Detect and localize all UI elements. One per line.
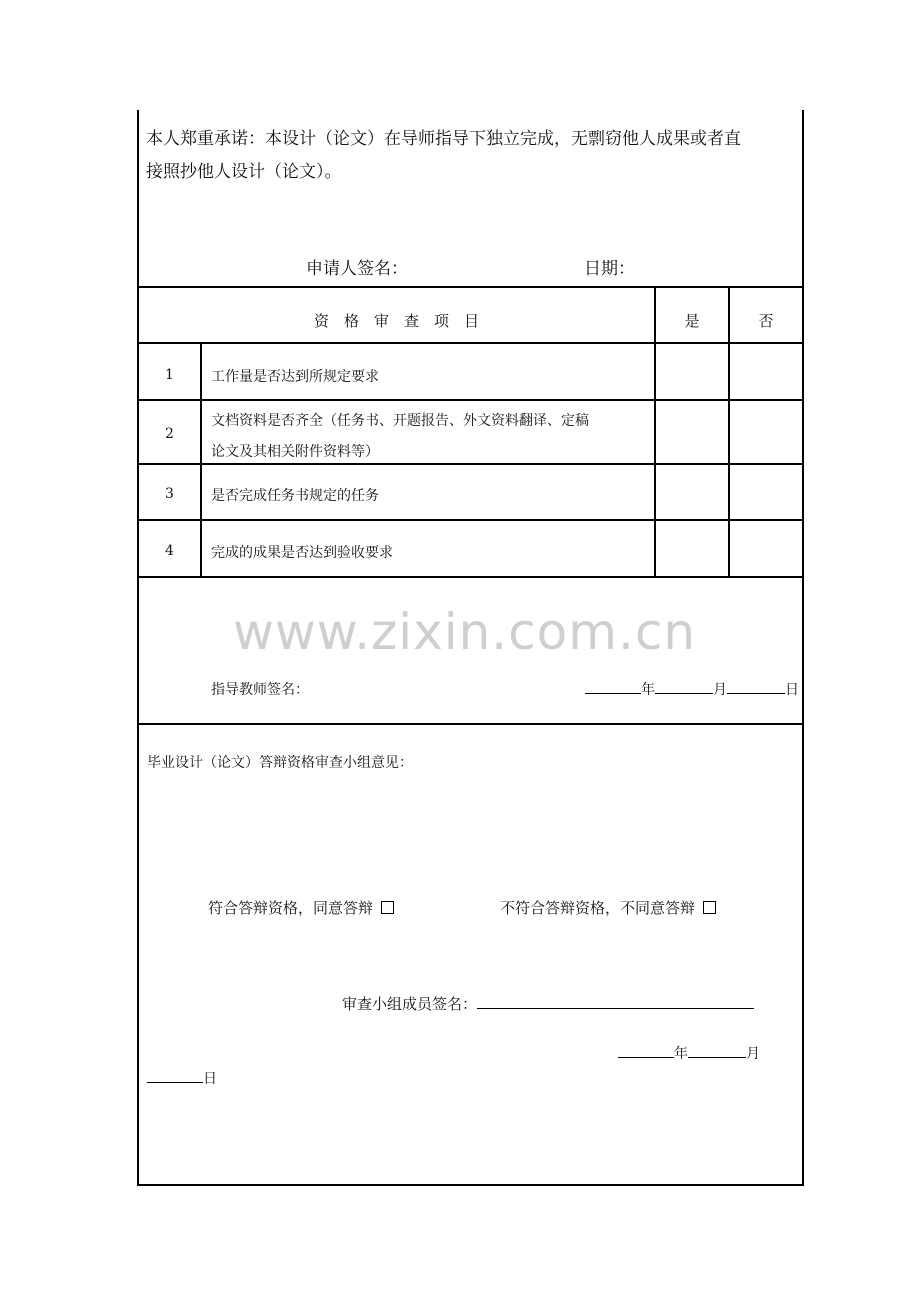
month-blank[interactable] <box>655 678 713 694</box>
date-label: 日期： <box>584 259 635 279</box>
frame-bottom-border <box>137 1184 804 1186</box>
day-blank[interactable] <box>147 1067 203 1083</box>
row-item-text: 完成的成果是否达到验收要求 <box>211 545 393 561</box>
unqualified-checkbox[interactable] <box>703 901 716 914</box>
table-header-no: 否 <box>758 312 774 330</box>
applicant-sign-label: 申请人签名： <box>306 259 408 279</box>
month-blank[interactable] <box>688 1042 746 1058</box>
day-blank[interactable] <box>727 678 785 694</box>
month-char: 月 <box>746 1046 760 1062</box>
qualified-label: 符合答辩资格，同意答辩 <box>208 899 374 917</box>
year-char: 年 <box>674 1046 688 1062</box>
unqualified-label: 不符合答辩资格，不同意答辩 <box>500 899 696 917</box>
frame-right-border <box>802 110 804 1186</box>
divider-teacher <box>137 723 804 725</box>
table-header-item: 资 格 审 查 项 目 <box>313 312 479 330</box>
month-char: 月 <box>713 682 727 698</box>
committee-year-month-row <box>618 1042 760 1063</box>
divider-row-3 <box>137 519 804 521</box>
qualified-checkbox[interactable] <box>381 901 394 914</box>
unqualified-option <box>500 897 716 918</box>
year-char: 年 <box>641 682 655 698</box>
declaration-line-1: 本人郑重承诺：本设计（论文）在导师指导下独立完成，无剽窃他人成果或者直 <box>146 129 741 149</box>
row-number: 4 <box>165 543 174 559</box>
committee-opinion-label: 毕业设计（论文）答辩资格审查小组意见： <box>147 755 413 771</box>
row-item-text: 是否完成任务书规定的任务 <box>211 488 379 504</box>
watermark: www.zixin.com.cn <box>233 603 697 661</box>
day-char: 日 <box>203 1071 217 1087</box>
row-item-text: 文档资料是否齐全（任务书、开题报告、外文资料翻译、定稿 <box>211 413 589 429</box>
row-number: 3 <box>165 486 174 502</box>
row-item-text-continued: 论文及其相关附件资料等） <box>211 444 379 460</box>
members-sign-blank[interactable] <box>477 993 754 1009</box>
qualified-option <box>208 897 394 918</box>
col-divider-number <box>200 342 202 578</box>
teacher-date-row <box>585 678 799 699</box>
row-item-text: 工作量是否达到所规定要求 <box>211 369 379 385</box>
divider-row-4 <box>137 576 804 578</box>
day-char: 日 <box>785 682 799 698</box>
divider-table-header <box>137 342 804 344</box>
committee-day-row <box>147 1067 217 1088</box>
divider-row-2 <box>137 463 804 465</box>
teacher-sign-label: 指导教师签名： <box>211 682 309 698</box>
members-sign-row <box>342 993 754 1014</box>
divider-row-1 <box>137 399 804 401</box>
year-blank[interactable] <box>585 678 641 694</box>
members-sign-label: 审查小组成员签名： <box>342 995 478 1013</box>
row-number: 2 <box>165 426 174 442</box>
row-number: 1 <box>165 367 174 383</box>
table-header-yes: 是 <box>684 312 700 330</box>
year-blank[interactable] <box>618 1042 674 1058</box>
declaration-line-2: 接照抄他人设计（论文）。 <box>146 162 342 182</box>
frame-left-border <box>137 110 139 1186</box>
divider-declaration <box>137 286 804 288</box>
